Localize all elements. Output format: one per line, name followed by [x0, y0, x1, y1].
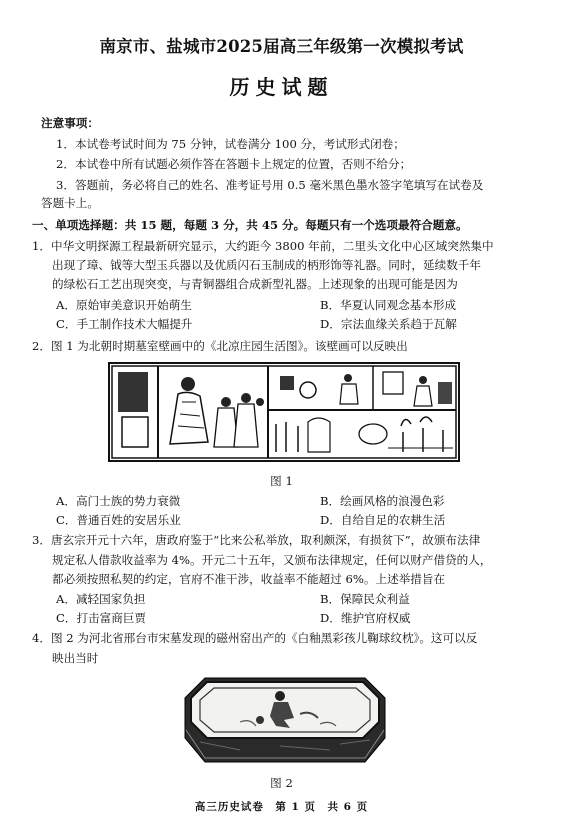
q3-stem-line: 都必须按照私契的约定，官府不准干涉，收益率不能超过 6%。上述举措旨在: [52, 572, 446, 586]
q3-option-b: B．保障民众利益: [320, 592, 410, 606]
q1-stem-line: 的绿松石工艺出现突变，与青铜器组合成新型礼器。上述现象的出现可能是因为: [52, 277, 458, 291]
q4-stem-line: 4．图 2 为河北省邢台市宋墓发现的磁州窑出产的《白釉黑彩孩儿鞠球纹枕》。这可以反: [32, 631, 478, 645]
q1-option-a: A．原始审美意识开始萌生: [56, 298, 192, 312]
exam-title: 南京市、盐城市2025届高三年级第一次模拟考试: [99, 37, 464, 56]
q2-option-a: A．高门士族的势力衰微: [56, 494, 181, 508]
page-footer: 高三历史试卷 第 1 页 共 6 页: [194, 801, 369, 813]
q2-option-b: B．绘画风格的浪漫色彩: [320, 494, 445, 508]
q2-option-c: C．普通百姓的安居乐业: [56, 513, 181, 527]
q3-option-c: C．打击富商巨贾: [56, 611, 147, 625]
subject-title: 历史试题: [229, 75, 334, 99]
notice-item: 3．答题前，务必将自己的姓名、准考证号用 0.5 毫米黑色墨水签字笔填写在试卷及: [56, 178, 484, 192]
q1-stem-line: 1．中华文明探源工程最新研究显示，大约距今 3800 年前，二里头文化中心区域突然集中: [32, 239, 494, 253]
q3-option-d: D．维护官府权威: [320, 611, 411, 625]
notice-item: 答题卡上。: [41, 196, 99, 210]
q3-stem-line: 规定私人借款收益率为 4%。开元二十五年，又颁布法律规定，任何以财产借贷的人，: [52, 553, 492, 567]
q2-stem: 2．图 1 为北朝时期墓室壁画中的《北凉庄园生活图》。该壁画可以反映出: [32, 339, 408, 353]
q3-option-a: A．减轻国家负担: [56, 592, 146, 606]
q4-stem-line: 映出当时: [52, 651, 99, 665]
notice-heading: 注意事项：: [41, 116, 99, 130]
notice-item: 1．本试卷考试时间为 75 分钟，试卷满分 100 分，考试形式闭卷；: [56, 137, 405, 151]
figure-1-mural: [108, 362, 460, 462]
q1-option-d: D．宗法血缘关系趋于瓦解: [320, 317, 457, 331]
q1-stem-line: 出现了璋、钺等大型玉兵器以及优质闪石玉制成的柄形饰等礼器。同时，延续数千年: [52, 258, 481, 272]
q1-option-c: C．手工制作技术大幅提升: [56, 317, 193, 331]
notice-item: 2．本试卷中所有试题必须作答在答题卡上规定的位置，否则不给分；: [56, 157, 412, 171]
figure-1-caption: 图 1: [270, 474, 293, 488]
q3-stem-line: 3．唐玄宗开元十六年，唐政府鉴于“比来公私举放，取利颇深，有损贫下”，故颁布法律: [32, 533, 481, 547]
section-heading: 一、单项选择题：共 15 题，每题 3 分，共 45 分。每题只有一个选项最符合题意。: [32, 218, 468, 232]
q1-option-b: B．华夏认同观念基本形成: [320, 298, 457, 312]
figure-2-pillow: [180, 670, 390, 770]
figure-2-caption: 图 2: [270, 776, 293, 790]
q2-option-d: D．自给自足的农耕生活: [320, 513, 446, 527]
